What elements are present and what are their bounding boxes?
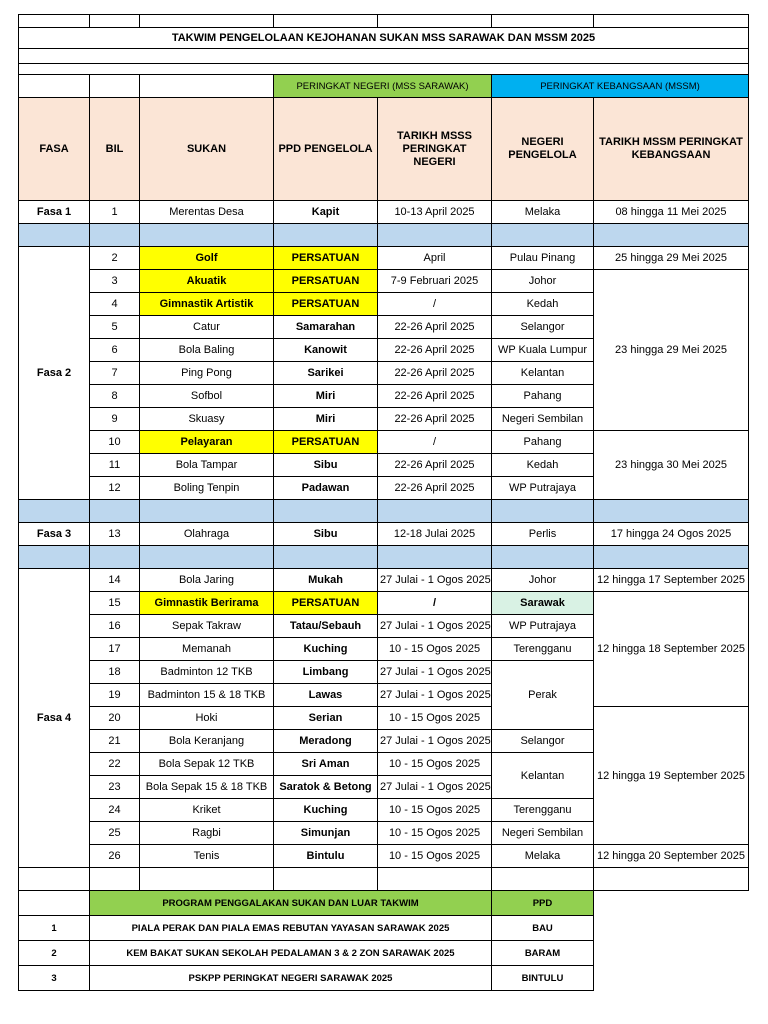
group-header-kebangsaan: PERINGKAT KEBANGSAAN (MSSM): [492, 75, 749, 98]
bil-cell: 6: [90, 339, 140, 362]
table-row: [19, 431, 749, 454]
spacer-row: [19, 868, 749, 891]
ppd-cell: Samarahan: [274, 316, 378, 339]
tarikh-cell: /: [378, 592, 492, 615]
ppd-cell: Bintulu: [274, 845, 378, 868]
tarikh-cell: 22-26 April 2025: [378, 362, 492, 385]
negeri-cell: Kedah: [492, 293, 594, 316]
sukan-cell: Olahraga: [140, 523, 274, 546]
sukan-cell: Bola Keranjang: [140, 730, 274, 753]
sukan-cell: Golf: [140, 247, 274, 270]
program-ppd-header: PPD: [492, 891, 594, 916]
bil-cell: 4: [90, 293, 140, 316]
tarikh-cell: 22-26 April 2025: [378, 454, 492, 477]
sukan-cell: Pelayaran: [140, 431, 274, 454]
tarikh-cell: 27 Julai - 1 Ogos 2025: [378, 661, 492, 684]
tarikh-cell: 10 - 15 Ogos 2025: [378, 753, 492, 776]
sukan-cell: Ping Pong: [140, 362, 274, 385]
separator-row: [19, 546, 749, 569]
program-ppd: BINTULU: [492, 966, 594, 991]
ppd-cell: PERSATUAN: [274, 431, 378, 454]
sukan-cell: Bola Sepak 12 TKB: [140, 753, 274, 776]
ppd-cell: PERSATUAN: [274, 270, 378, 293]
negeri-cell: Melaka: [492, 845, 594, 868]
tarikh-cell: 22-26 April 2025: [378, 408, 492, 431]
col-header-fasa: FASA: [19, 98, 90, 201]
negeri-cell: Pahang: [492, 385, 594, 408]
negeri-cell: Pahang: [492, 431, 594, 454]
table-row: [19, 270, 749, 293]
bil-cell: 14: [90, 569, 140, 592]
mssm-cell: 12 hingga 18 September 2025: [594, 592, 749, 707]
negeri-cell: WP Putrajaya: [492, 615, 594, 638]
negeri-cell: Kedah: [492, 454, 594, 477]
ppd-cell: Limbang: [274, 661, 378, 684]
sukan-cell: Skuasy: [140, 408, 274, 431]
bil-cell: 15: [90, 592, 140, 615]
ppd-cell: Miri: [274, 385, 378, 408]
spreadsheet: [18, 14, 748, 991]
negeri-cell: WP Kuala Lumpur: [492, 339, 594, 362]
col-header-negeri-pengelola: NEGERI PENGELOLA: [492, 98, 594, 201]
ppd-cell: PERSATUAN: [274, 247, 378, 270]
bil-cell: 19: [90, 684, 140, 707]
bil-cell: 20: [90, 707, 140, 730]
ppd-cell: Saratok & Betong: [274, 776, 378, 799]
tarikh-cell: 10 - 15 Ogos 2025: [378, 707, 492, 730]
program-ppd: BARAM: [492, 941, 594, 966]
sukan-cell: Bola Tampar: [140, 454, 274, 477]
bil-cell: 21: [90, 730, 140, 753]
col-header-tarikh-mssm: TARIKH MSSM PERINGKAT KEBANGSAAN: [594, 98, 749, 201]
ppd-cell: Simunjan: [274, 822, 378, 845]
tarikh-cell: 22-26 April 2025: [378, 385, 492, 408]
group-header-negeri: PERINGKAT NEGERI (MSS SARAWAK): [274, 75, 492, 98]
separator-row: [19, 224, 749, 247]
tarikh-cell: 12-18 Julai 2025: [378, 523, 492, 546]
ppd-cell: Miri: [274, 408, 378, 431]
bil-cell: 1: [90, 201, 140, 224]
negeri-cell: Terengganu: [492, 799, 594, 822]
sukan-cell: Bola Sepak 15 & 18 TKB: [140, 776, 274, 799]
tarikh-cell: /: [378, 293, 492, 316]
program-name: KEM BAKAT SUKAN SEKOLAH PEDALAMAN 3 & 2 ZON SARAWAK 2025: [90, 941, 492, 966]
sukan-cell: Boling Tenpin: [140, 477, 274, 500]
program-no: 2: [19, 941, 90, 966]
bil-cell: 3: [90, 270, 140, 293]
ppd-cell: Sibu: [274, 523, 378, 546]
negeri-cell: Melaka: [492, 201, 594, 224]
tarikh-cell: 27 Julai - 1 Ogos 2025: [378, 569, 492, 592]
negeri-cell: Sarawak: [492, 592, 594, 615]
tarikh-cell: 22-26 April 2025: [378, 339, 492, 362]
fasa-label: Fasa 1: [19, 201, 90, 224]
sukan-cell: Merentas Desa: [140, 201, 274, 224]
group-header-row: [19, 75, 749, 98]
mssm-cell: 23 hingga 30 Mei 2025: [594, 431, 749, 500]
table-row: [19, 569, 749, 592]
negeri-cell: Selangor: [492, 316, 594, 339]
bil-cell: 11: [90, 454, 140, 477]
negeri-cell: Kelantan: [492, 362, 594, 385]
spacer-row: [19, 49, 749, 64]
ppd-cell: Padawan: [274, 477, 378, 500]
ppd-cell: Sibu: [274, 454, 378, 477]
ppd-cell: Kuching: [274, 799, 378, 822]
table-row: [19, 707, 749, 730]
sukan-cell: Bola Baling: [140, 339, 274, 362]
table-row: [19, 247, 749, 270]
schedule-table: [18, 14, 749, 991]
mssm-cell: 17 hingga 24 Ogos 2025: [594, 523, 749, 546]
ppd-cell: Kapit: [274, 201, 378, 224]
ppd-cell: Sarikei: [274, 362, 378, 385]
sukan-cell: Sepak Takraw: [140, 615, 274, 638]
bil-cell: 16: [90, 615, 140, 638]
separator-row: [19, 500, 749, 523]
fasa-label: Fasa 3: [19, 523, 90, 546]
tarikh-cell: 22-26 April 2025: [378, 316, 492, 339]
mssm-cell: 12 hingga 17 September 2025: [594, 569, 749, 592]
ppd-cell: PERSATUAN: [274, 592, 378, 615]
tarikh-cell: 27 Julai - 1 Ogos 2025: [378, 684, 492, 707]
sukan-cell: Badminton 15 & 18 TKB: [140, 684, 274, 707]
program-header: PROGRAM PENGGALAKAN SUKAN DAN LUAR TAKWIM: [90, 891, 492, 916]
sukan-cell: Memanah: [140, 638, 274, 661]
sukan-cell: Gimnastik Artistik: [140, 293, 274, 316]
col-header-sukan: SUKAN: [140, 98, 274, 201]
bil-cell: 24: [90, 799, 140, 822]
tarikh-cell: 10-13 April 2025: [378, 201, 492, 224]
mssm-cell: 12 hingga 19 September 2025: [594, 707, 749, 845]
program-row: [19, 966, 749, 991]
negeri-cell: Negeri Sembilan: [492, 408, 594, 431]
tarikh-cell: /: [378, 431, 492, 454]
negeri-cell: Johor: [492, 270, 594, 293]
bil-cell: 10: [90, 431, 140, 454]
negeri-cell: Perak: [492, 661, 594, 730]
program-row: [19, 916, 749, 941]
table-row: [19, 592, 749, 615]
negeri-cell: Negeri Sembilan: [492, 822, 594, 845]
tarikh-cell: 10 - 15 Ogos 2025: [378, 822, 492, 845]
sukan-cell: Akuatik: [140, 270, 274, 293]
sukan-cell: Hoki: [140, 707, 274, 730]
sukan-cell: Kriket: [140, 799, 274, 822]
program-header-row: [19, 891, 749, 916]
program-no: 3: [19, 966, 90, 991]
spacer-row: [19, 15, 749, 28]
negeri-cell: Kelantan: [492, 753, 594, 799]
negeri-cell: WP Putrajaya: [492, 477, 594, 500]
bil-cell: 18: [90, 661, 140, 684]
ppd-cell: Sri Aman: [274, 753, 378, 776]
program-row: [19, 941, 749, 966]
page-title: TAKWIM PENGELOLAAN KEJOHANAN SUKAN MSS SARAWAK DAN MSSM 2025: [19, 28, 749, 49]
bil-cell: 23: [90, 776, 140, 799]
bil-cell: 22: [90, 753, 140, 776]
ppd-cell: Lawas: [274, 684, 378, 707]
tarikh-cell: 27 Julai - 1 Ogos 2025: [378, 615, 492, 638]
sukan-cell: Gimnastik Berirama: [140, 592, 274, 615]
bil-cell: 25: [90, 822, 140, 845]
ppd-cell: Meradong: [274, 730, 378, 753]
ppd-cell: Mukah: [274, 569, 378, 592]
negeri-cell: Pulau Pinang: [492, 247, 594, 270]
mssm-cell: 08 hingga 11 Mei 2025: [594, 201, 749, 224]
bil-cell: 13: [90, 523, 140, 546]
mssm-cell: 23 hingga 29 Mei 2025: [594, 270, 749, 431]
bil-cell: 12: [90, 477, 140, 500]
sukan-cell: Ragbi: [140, 822, 274, 845]
program-ppd: BAU: [492, 916, 594, 941]
bil-cell: 7: [90, 362, 140, 385]
negeri-cell: Perlis: [492, 523, 594, 546]
table-row: [19, 845, 749, 868]
tarikh-cell: 10 - 15 Ogos 2025: [378, 845, 492, 868]
fasa-label: Fasa 4: [19, 569, 90, 868]
tarikh-cell: 10 - 15 Ogos 2025: [378, 638, 492, 661]
title-row: [19, 28, 749, 49]
program-name: PSKPP PERINGKAT NEGERI SARAWAK 2025: [90, 966, 492, 991]
col-header-bil: BIL: [90, 98, 140, 201]
bil-cell: 5: [90, 316, 140, 339]
tarikh-cell: 10 - 15 Ogos 2025: [378, 799, 492, 822]
bil-cell: 17: [90, 638, 140, 661]
sukan-cell: Badminton 12 TKB: [140, 661, 274, 684]
spacer-row: [19, 64, 749, 75]
col-header-ppd: PPD PENGELOLA: [274, 98, 378, 201]
bil-cell: 26: [90, 845, 140, 868]
table-row: [19, 201, 749, 224]
negeri-cell: Selangor: [492, 730, 594, 753]
sukan-cell: Bola Jaring: [140, 569, 274, 592]
ppd-cell: Kanowit: [274, 339, 378, 362]
ppd-cell: Serian: [274, 707, 378, 730]
tarikh-cell: 27 Julai - 1 Ogos 2025: [378, 776, 492, 799]
program-no: 1: [19, 916, 90, 941]
tarikh-cell: 22-26 April 2025: [378, 477, 492, 500]
bil-cell: 2: [90, 247, 140, 270]
col-header-tarikh-msss: TARIKH MSSS PERINGKAT NEGERI: [378, 98, 492, 201]
negeri-cell: Terengganu: [492, 638, 594, 661]
tarikh-cell: 7-9 Februari 2025: [378, 270, 492, 293]
sukan-cell: Sofbol: [140, 385, 274, 408]
mssm-cell: 12 hingga 20 September 2025: [594, 845, 749, 868]
program-name: PIALA PERAK DAN PIALA EMAS REBUTAN YAYASAN SARAWAK 2025: [90, 916, 492, 941]
ppd-cell: Kuching: [274, 638, 378, 661]
bil-cell: 8: [90, 385, 140, 408]
tarikh-cell: 27 Julai - 1 Ogos 2025: [378, 730, 492, 753]
tarikh-cell: April: [378, 247, 492, 270]
negeri-cell: Johor: [492, 569, 594, 592]
column-header-row: [19, 98, 749, 201]
ppd-cell: Tatau/Sebauh: [274, 615, 378, 638]
table-row: [19, 523, 749, 546]
mssm-cell: 25 hingga 29 Mei 2025: [594, 247, 749, 270]
sukan-cell: Tenis: [140, 845, 274, 868]
ppd-cell: PERSATUAN: [274, 293, 378, 316]
sukan-cell: Catur: [140, 316, 274, 339]
bil-cell: 9: [90, 408, 140, 431]
fasa-label: Fasa 2: [19, 247, 90, 500]
